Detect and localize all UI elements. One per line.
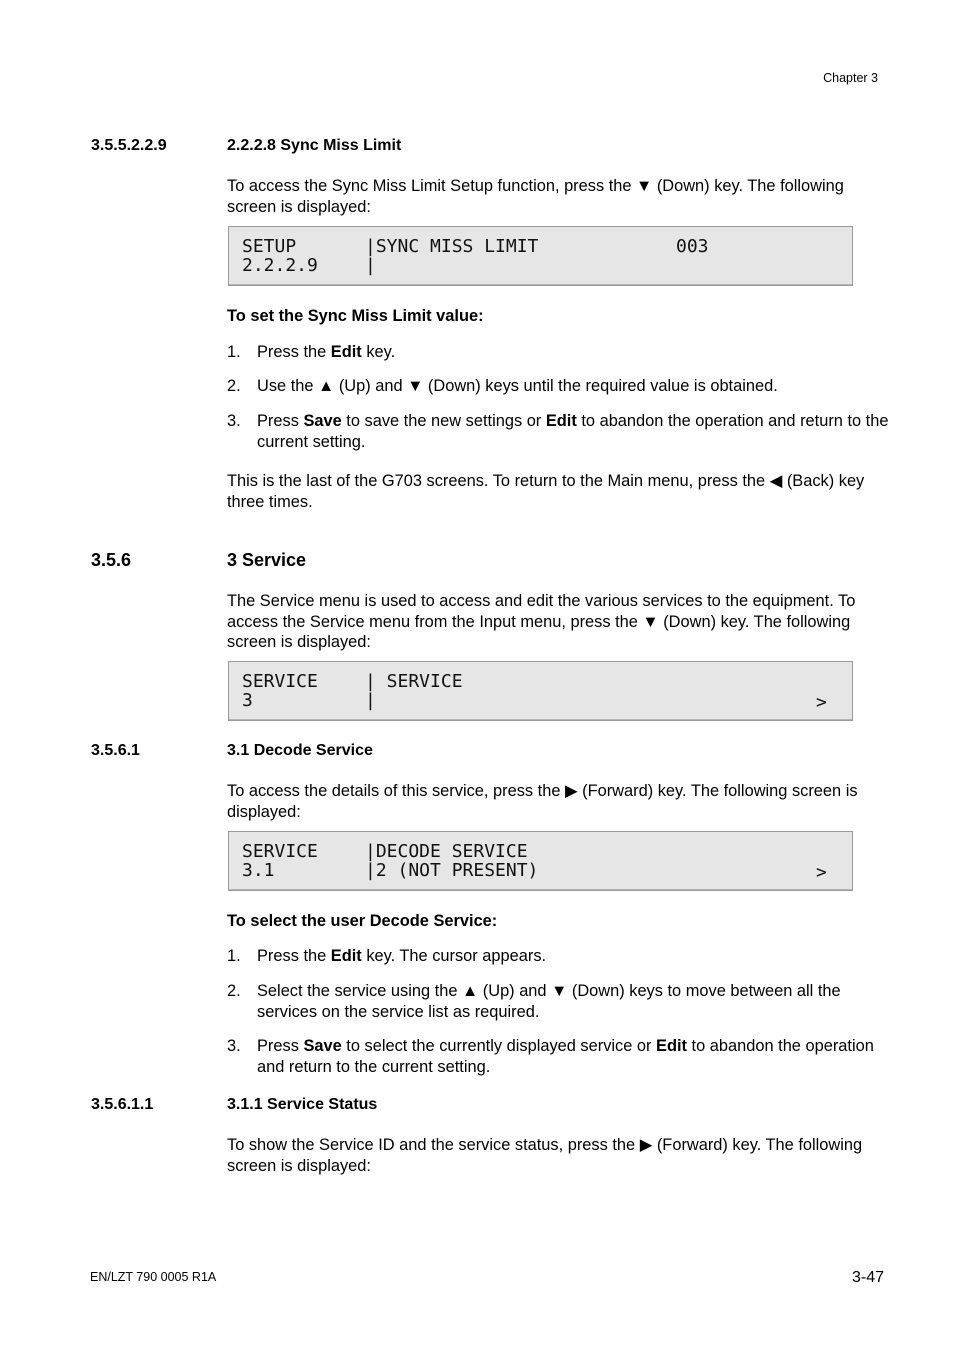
key-name: Save	[303, 412, 342, 430]
section-number: 3.5.5.2.2.9	[91, 137, 167, 154]
lcd-screen-setup	[228, 226, 853, 286]
item-number: 3.	[227, 1037, 241, 1055]
section-number: 3.5.6.1.1	[91, 1096, 154, 1113]
item-text: Press	[257, 1037, 304, 1055]
procedure-heading: To set the Sync Miss Limit value:	[227, 307, 484, 325]
lcd-text: 3.1	[242, 860, 275, 881]
item-number: 3.	[227, 412, 241, 430]
procedure-heading: To select the user Decode Service:	[227, 912, 498, 930]
page-number: 3-47	[851, 1269, 884, 1286]
item-text: Press the	[257, 947, 331, 965]
forward-arrow-icon: >	[816, 692, 827, 713]
item-text: to select the currently displayed service or	[341, 1037, 657, 1055]
item-text: key.	[361, 343, 396, 361]
lcd-screen-service	[228, 661, 853, 721]
paragraph: To show the Service ID and the service status, press the ▶ (Forward) key. The following screen is displayed:	[227, 1136, 863, 1175]
list-item	[227, 411, 892, 452]
item-text: Press	[257, 412, 304, 430]
item-text: Press the	[257, 343, 331, 361]
lcd-screen-decode-service	[228, 831, 853, 891]
lcd-text: |	[365, 255, 376, 276]
item-text: Select the service using the ▲ (Up) and ▼ (Down) keys to move between all the services on the service list as required.	[257, 982, 841, 1021]
list-item	[227, 376, 892, 397]
section-title: 3.1 Decode Service	[227, 742, 373, 759]
lcd-text: SETUP	[242, 236, 297, 257]
paragraph: This is the last of the G703 screens. To return to the Main menu, press the ◀ (Back) key three times.	[227, 472, 865, 511]
item-text: key. The cursor appears.	[361, 947, 547, 965]
section-number: 3.5.6	[91, 550, 132, 570]
item-text: to abandon the operation and return to the current setting.	[257, 412, 889, 451]
lcd-text: 2.2.2.9	[242, 255, 318, 276]
key-name: Edit	[330, 343, 362, 361]
item-number: 2.	[227, 982, 241, 1000]
lcd-text: |	[365, 690, 376, 711]
item-text: Use the ▲ (Up) and ▼ (Down) keys until the required value is obtained.	[257, 377, 778, 395]
key-name: Edit	[330, 947, 362, 965]
list-item	[227, 1036, 892, 1077]
lcd-text: |SYNC MISS LIMIT	[365, 236, 539, 257]
list-item	[227, 981, 892, 1022]
list-item	[227, 342, 892, 363]
chapter-header: Chapter 3	[823, 71, 878, 85]
section-title: 3 Service	[227, 550, 307, 570]
paragraph: The Service menu is used to access and edit the various services to the equipment. To access the Service menu from the Input menu, press the ▼ (Down) key. The following screen is displayed:	[227, 592, 856, 651]
lcd-text: |DECODE SERVICE	[365, 841, 528, 862]
item-text: to abandon the operation and return to the current setting.	[257, 1037, 874, 1076]
lcd-text: | SERVICE	[365, 671, 463, 692]
lcd-text: |2 (NOT PRESENT)	[365, 860, 539, 881]
lcd-text: 003	[676, 236, 709, 257]
section-title: 3.1.1 Service Status	[227, 1096, 378, 1113]
paragraph: To access the Sync Miss Limit Setup function, press the ▼ (Down) key. The following screen is displayed:	[227, 177, 844, 216]
lcd-text: SERVICE	[242, 841, 318, 862]
item-number: 1.	[227, 947, 241, 965]
section-number: 3.5.6.1	[91, 742, 140, 759]
paragraph: To access the details of this service, press the ▶ (Forward) key. The following screen is displayed:	[227, 782, 858, 821]
section-title: 2.2.2.8 Sync Miss Limit	[227, 137, 402, 154]
key-name: Edit	[545, 412, 577, 430]
lcd-text: 3	[242, 690, 253, 711]
document-id: EN/LZT 790 0005 R1A	[90, 1270, 217, 1284]
key-name: Edit	[656, 1037, 687, 1055]
lcd-text: SERVICE	[242, 671, 318, 692]
item-text: to save the new settings or	[341, 412, 546, 430]
item-number: 1.	[227, 343, 241, 361]
item-number: 2.	[227, 377, 241, 395]
key-name: Save	[303, 1037, 342, 1055]
list-item	[227, 946, 892, 967]
forward-arrow-icon: >	[816, 862, 827, 883]
